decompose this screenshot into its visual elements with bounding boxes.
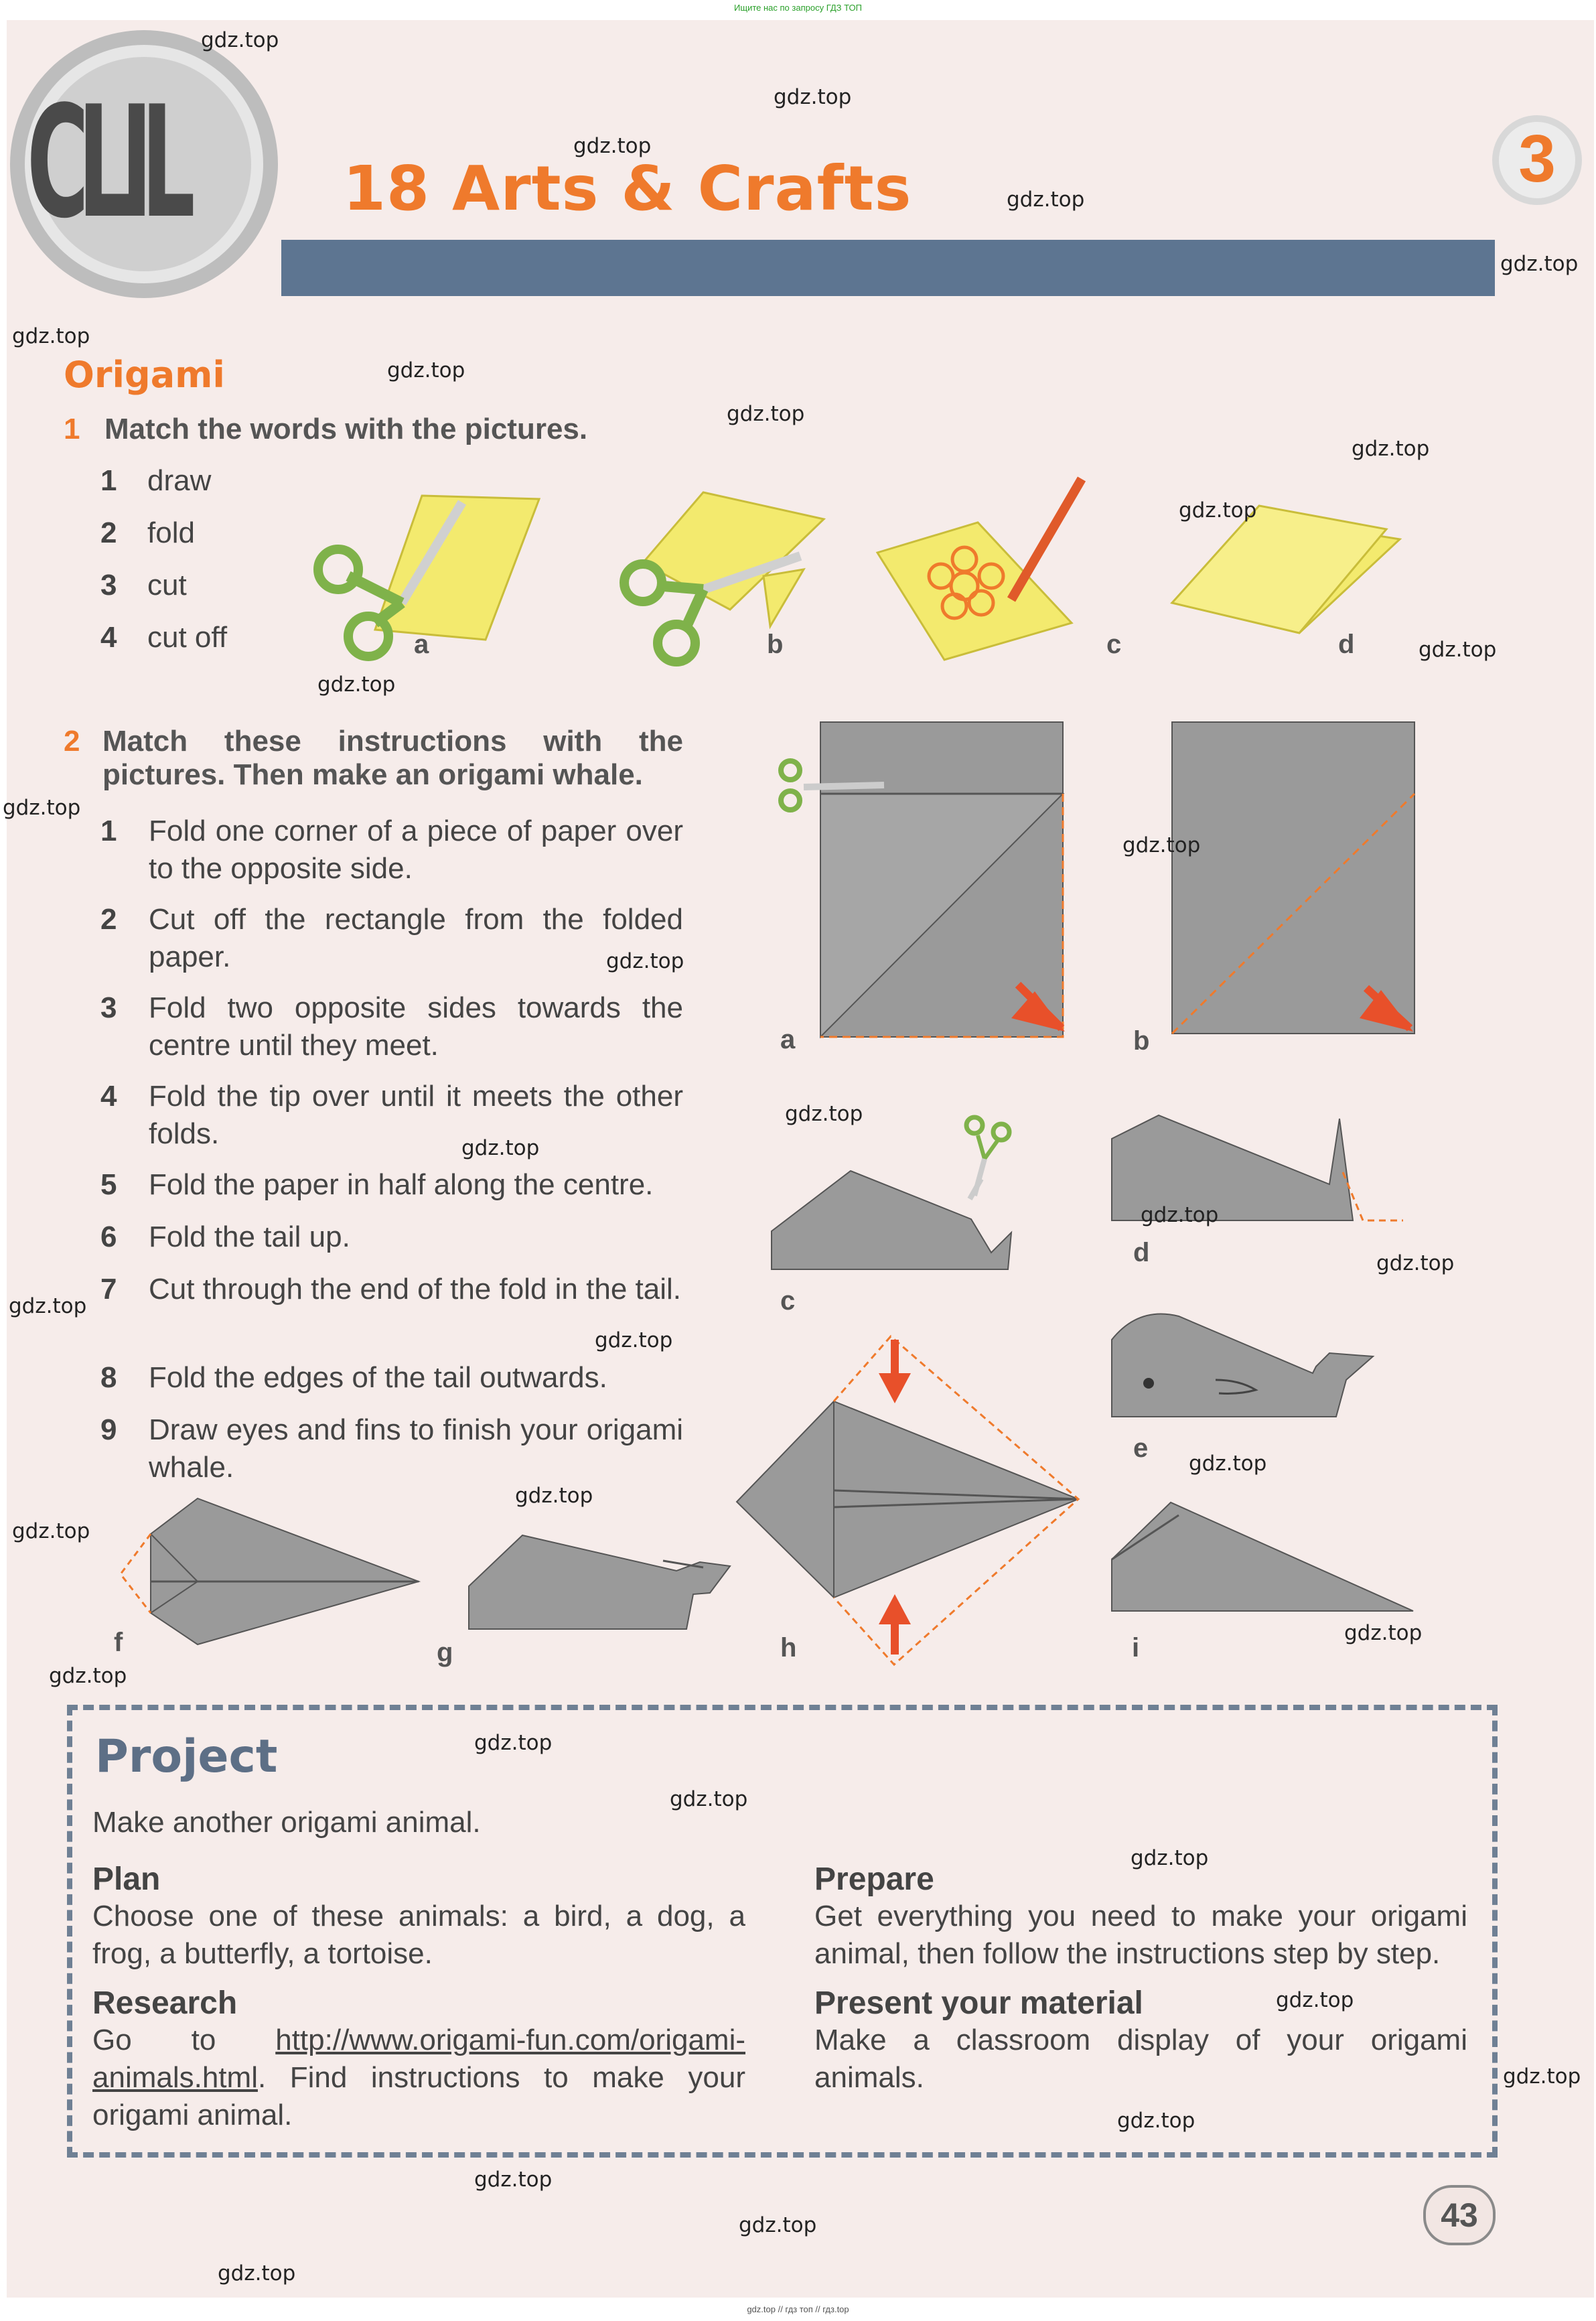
instruction-step: 7 Cut through the end of the fold in the tail. — [100, 1273, 681, 1306]
watermark: gdz.top — [201, 28, 279, 52]
watermark: gdz.top — [1352, 437, 1430, 461]
diagram-b — [1172, 722, 1414, 1034]
list-item: 1 draw — [100, 464, 212, 497]
picture-letter: c — [1106, 630, 1122, 659]
research-link[interactable]: http://www.origami-fun.com/origami-animals.html — [92, 2024, 745, 2094]
research-pre: Go to — [92, 2024, 276, 2056]
top-note: Ищите нас по запросу ГДЗ ТОП — [734, 3, 862, 13]
picture-letter: a — [780, 1025, 796, 1054]
list-item: 4 cut off — [100, 621, 228, 654]
watermark: gdz.top — [595, 1328, 673, 1352]
list-item: 3 cut — [100, 569, 187, 602]
instruction-step: 4 Fold the tip over until it meets the other folds. — [100, 1080, 683, 1150]
watermark: gdz.top — [1122, 833, 1201, 857]
project-box — [67, 1705, 1498, 2158]
diagram-e — [1112, 1314, 1373, 1417]
watermark: gdz.top — [461, 1136, 540, 1160]
present-heading: Present your material — [814, 1985, 1143, 2021]
watermark: gdz.top — [1007, 188, 1085, 212]
watermark: gdz.top — [218, 2261, 296, 2285]
diagram-h — [737, 1336, 1078, 1665]
picture-letter: h — [780, 1633, 797, 1663]
watermark: gdz.top — [1131, 1846, 1209, 1870]
watermark: gdz.top — [49, 1664, 127, 1688]
project-intro: Make another origami animal. — [92, 1806, 481, 1839]
watermark: gdz.top — [1419, 638, 1497, 662]
diagram-g — [469, 1535, 730, 1629]
instruction-step: 5 Fold the paper in half along the centre. — [100, 1168, 654, 1201]
present-section — [814, 1985, 1467, 2097]
picture-letter: e — [1133, 1433, 1149, 1463]
watermark: gdz.top — [1141, 1203, 1219, 1227]
plan-section — [92, 1861, 745, 1973]
picture-letter: c — [780, 1286, 796, 1316]
picture-letter: b — [767, 630, 784, 659]
bottom-note: gdz.top // гдз топ // гдз.top — [747, 2304, 849, 2314]
watermark: gdz.top — [474, 1731, 553, 1755]
plan-text: Choose one of these animals: a bird, a dog, a frog, a butterfly, a tortoise. — [92, 1900, 745, 1970]
watermark: gdz.top — [785, 1102, 863, 1126]
watermark: gdz.top — [1503, 2064, 1581, 2089]
watermark: gdz.top — [573, 134, 652, 158]
page-number: 43 — [1441, 2196, 1478, 2234]
instruction-step: 8 Fold the edges of the tail outwards. — [100, 1361, 607, 1394]
watermark: gdz.top — [739, 2213, 817, 2237]
watermark: gdz.top — [9, 1294, 87, 1318]
task2-number: 2 — [64, 725, 80, 758]
watermark: gdz.top — [515, 1484, 593, 1508]
watermark: gdz.top — [12, 1519, 90, 1543]
watermark: gdz.top — [1376, 1251, 1455, 1275]
unit-title: 18 Arts & Crafts — [343, 153, 912, 224]
instruction-step: 3 Fold two opposite sides towards the centre until they meet. — [100, 991, 683, 1062]
watermark: gdz.top — [774, 85, 852, 109]
picture-letter: d — [1338, 630, 1355, 659]
watermark: gdz.top — [317, 673, 396, 697]
picture-letter: d — [1133, 1238, 1150, 1267]
diagram-f — [121, 1498, 419, 1644]
picture-letter: b — [1133, 1026, 1150, 1056]
list-item: 2 fold — [100, 516, 195, 549]
prepare-text: Get everything you need to make your origami animal, then follow the instructions step by step. — [814, 1900, 1467, 1970]
picture-letter: g — [437, 1638, 453, 1667]
task2-instruction-line2: pictures. Then make an origami whale. — [102, 758, 643, 791]
picture-letter: a — [414, 630, 429, 659]
diagram-i — [1112, 1502, 1413, 1611]
clil-logo-text: CLIL — [27, 74, 185, 253]
instruction-step: 1 Fold one corner of a piece of paper over to the opposite side. — [100, 815, 683, 885]
watermark: gdz.top — [1179, 498, 1257, 522]
watermark: gdz.top — [1189, 1452, 1267, 1476]
plan-heading: Plan — [92, 1861, 161, 1897]
instruction-step: 2 Cut off the rectangle from the folded paper. — [100, 903, 683, 973]
instruction-step: 9 Draw eyes and fins to finish your origami whale. — [100, 1413, 683, 1484]
watermark: gdz.top — [1276, 1988, 1354, 2012]
task1-number: 1 — [64, 413, 80, 445]
watermark: gdz.top — [12, 324, 90, 348]
diagram-c — [772, 1117, 1011, 1269]
watermark: gdz.top — [606, 949, 684, 973]
picture-letter: i — [1132, 1633, 1140, 1663]
watermark: gdz.top — [727, 402, 805, 426]
diagram-a — [781, 722, 1065, 1037]
unit-badge-number: 3 — [1518, 121, 1556, 196]
page-number-badge — [1423, 2185, 1496, 2245]
research-heading: Research — [92, 1985, 238, 2021]
watermark: gdz.top — [1117, 2109, 1195, 2133]
present-text: Make a classroom display of your origami animals. — [814, 2024, 1467, 2094]
picture-letter: f — [114, 1628, 123, 1657]
instruction-step: 6 Fold the tail up. — [100, 1220, 350, 1253]
watermark: gdz.top — [670, 1787, 748, 1811]
prepare-section — [814, 1861, 1467, 1973]
prepare-heading: Prepare — [814, 1861, 934, 1897]
project-title: Project — [95, 1730, 278, 1783]
research-post: . Find instructions to make your origami animal. — [92, 2061, 745, 2131]
watermark: gdz.top — [387, 358, 465, 382]
section-title: Origami — [64, 354, 225, 396]
watermark: gdz.top — [1344, 1621, 1423, 1645]
task1-instruction: Match the words with the pictures. — [104, 413, 588, 445]
watermark: gdz.top — [474, 2168, 553, 2192]
watermark: gdz.top — [1500, 252, 1579, 276]
watermark: gdz.top — [3, 796, 81, 820]
task2-instruction-line1: Match these instructions with the — [102, 725, 683, 758]
research-section — [92, 1985, 745, 2134]
